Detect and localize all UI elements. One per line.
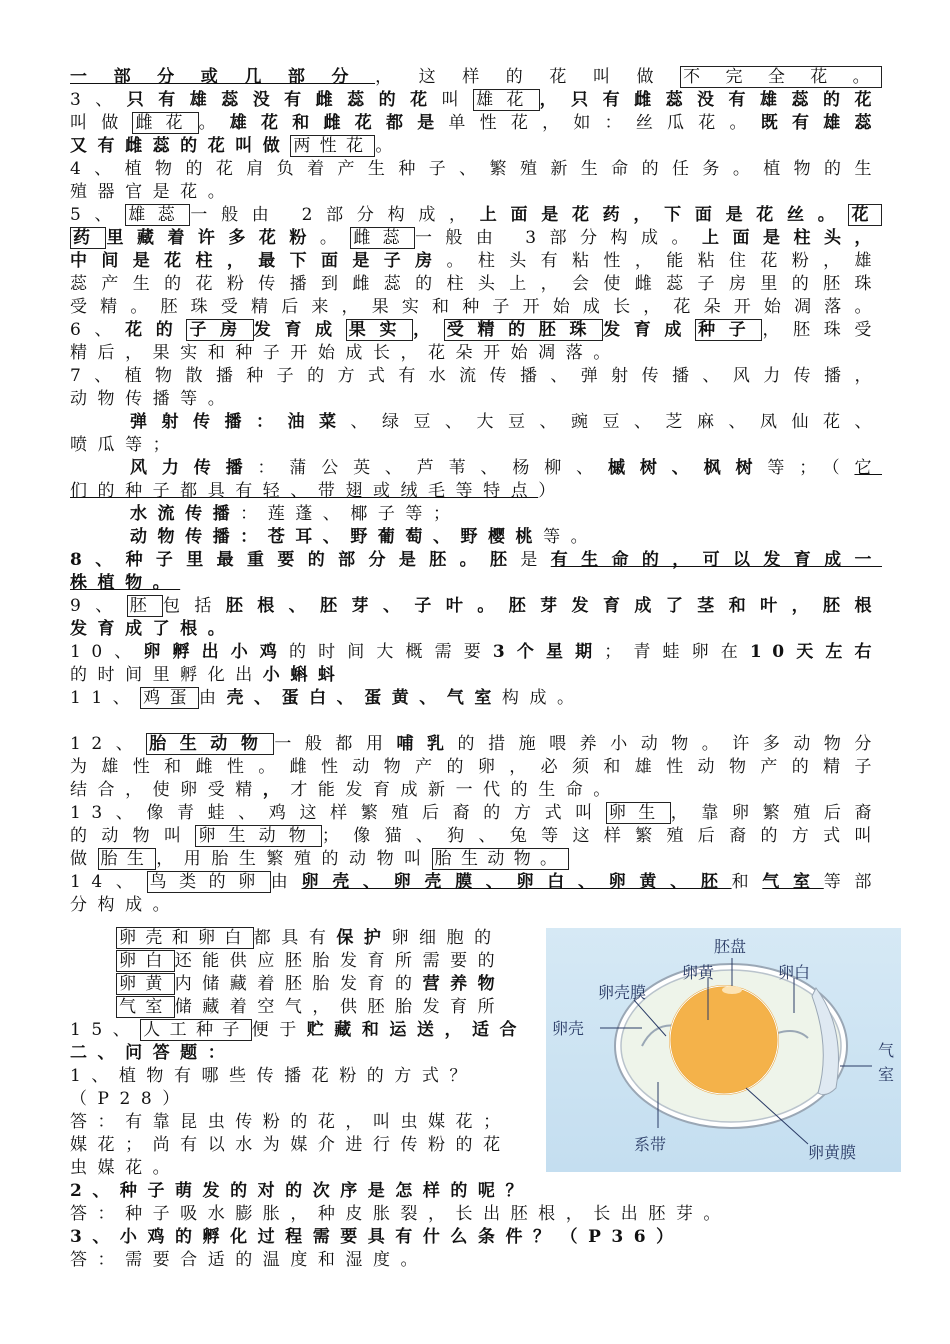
answer-box: 胎生: [98, 848, 157, 870]
line-6: 殖器官是花。: [70, 182, 236, 202]
line-40: 气室 储藏着空气，供胚胎发育所: [116, 996, 586, 1019]
answer-box: 雌花: [132, 112, 198, 134]
line-25: 发育成了根。: [70, 619, 236, 639]
line-3: 叫做 雌花 。雄花和雌花都是单性花，如：丝瓜花。既有雄蕊: [70, 113, 882, 133]
label-albumen: 卵白: [778, 963, 811, 982]
line-28: 11、 鸡蛋 由壳、蛋白、蛋黄、气室构成。: [70, 688, 585, 708]
answer-box: 气室: [116, 996, 175, 1018]
answer-box: 胚: [127, 595, 163, 617]
answer-box: 雌蕊: [350, 227, 415, 249]
line-4: 又有雌蕊的花叫做 两性花 。: [70, 136, 403, 156]
line-44: （P28）: [70, 1089, 190, 1109]
label-air-cell-1: 气: [878, 1041, 895, 1060]
line-30: 为雄性和雌性。雌性动物产的卵，必须和雄性动物产的精子: [70, 757, 882, 777]
answer-box: 果实: [346, 319, 413, 341]
line-17: 喷瓜等；: [70, 435, 181, 455]
line-14: 7、植物散播种子的方式有水流传播、弹射传播、风力传播，: [70, 366, 882, 386]
line-2: 3、只有雄蕊没有雌蕊的花叫 雄花 ，只有雌蕊没有雄蕊的花: [70, 90, 882, 110]
line-21: 动物传播：苍耳、野葡萄、野樱桃等。: [130, 527, 599, 547]
answer-box: 胎生动物: [146, 733, 274, 755]
embryo-disc: [722, 986, 742, 994]
label-yolk: 卵黄: [682, 963, 715, 982]
label-yolk-membrane: 卵黄膜: [808, 1143, 857, 1162]
line-41: 15、 人工种子 便于贮藏和运送，适合: [70, 1020, 528, 1040]
line-39: 卵黄 内储藏着胚胎发育的营养物: [116, 973, 586, 996]
answer-box: 两性花: [290, 135, 375, 157]
line-16: 弹射传播：油菜、绿豆、大豆、豌豆、芝麻、凤仙花、: [130, 412, 882, 432]
answer-box: 鸟类的卵: [147, 871, 271, 893]
line-45: 答：有靠昆虫传粉的花，叫虫媒花；: [70, 1112, 511, 1132]
line-38: 卵白 还能供应胚胎发育所需要的: [116, 950, 586, 973]
label-shell: 卵壳: [552, 1019, 585, 1038]
line-1: 一部分或几部分，这样的花叫做 不完全花。: [70, 66, 882, 89]
answer-box: 人工种子: [140, 1019, 251, 1041]
answer-box: 卵壳和卵白: [116, 927, 254, 949]
label-chalaza: 系带: [634, 1135, 667, 1154]
answer-box: 花: [848, 204, 882, 226]
line-43: 1、植物有哪些传播花粉的方式？: [70, 1066, 477, 1086]
line-35: 14、 鸟类的卵 由卵壳、卵壳膜、卵白、卵黄、胚和气室等部: [70, 872, 882, 892]
line-27: 的时间里孵化出小蝌蚪: [70, 665, 346, 685]
line-32: 13、像青蛙、鸡这样繁殖后裔的方式叫 卵生 ，靠卵繁殖后裔: [70, 803, 882, 823]
answer-box: 雄花: [473, 89, 540, 111]
line-34: 做 胎生 ，用胎生繁殖的动物叫 胎生动物。: [70, 848, 882, 871]
answer-box: 子房: [186, 319, 253, 341]
line-19: 们的种子都具有轻、带翅或绒毛等特点）: [70, 481, 566, 501]
answer-box: 不完全花。: [680, 66, 882, 88]
answer-box: 胎生动物。: [432, 848, 570, 870]
yolk: [670, 986, 778, 1094]
line-42: 二、问答题：: [70, 1043, 236, 1063]
label-shell-membrane: 卵壳膜: [598, 983, 647, 1002]
answer-box: 卵黄: [116, 973, 175, 995]
answer-box: 卵白: [116, 950, 175, 972]
line-12: 6、花的 子房 发育成 果实 ， 受精的胚珠 发育成 种子 ，胚珠受: [70, 320, 882, 340]
line-11: 受精。胚珠受精后来，果实和种子开始成长，花朵开始凋落。: [70, 297, 882, 317]
line-31: 结合，使卵受精，才能发育成新一代的生命。: [70, 780, 621, 800]
line-29: 12、 胎生动物 一般都用哺乳的措施喂养小动物。许多动物分: [70, 734, 882, 754]
line-49: 答：种子吸水膨胀，种皮胀裂，长出胚根，长出胚芽。: [70, 1204, 731, 1224]
line-33: 的动物叫 卵生动物 ；像猫、狗、兔等这样繁殖后裔的方式叫: [70, 826, 882, 846]
line-46: 媒花；尚有以水为媒介进行传粉的花: [70, 1135, 511, 1155]
label-embryo-disc: 胚盘: [714, 937, 747, 956]
line-13: 精后，果实和种子开始成长，花朵开始凋落。: [70, 343, 621, 363]
line-23: 株植物。: [70, 573, 181, 593]
line-10: 蕊产生的花粉传播到雌蕊的柱头上，会使雌蕊子房里的胚珠: [70, 274, 882, 294]
label-air-cell-2: 室: [878, 1065, 895, 1084]
line-48: 2、种子萌发的对的次序是怎样的呢？: [70, 1181, 534, 1201]
answer-box: 卵生: [606, 802, 671, 824]
line-18: 风力传播：蒲公英、芦苇、杨柳、槭树、枫树等；（它: [130, 458, 882, 478]
egg-diagram-svg: [546, 928, 901, 1172]
line-47: 虫媒花。: [70, 1158, 181, 1178]
line-15: 动物传播等。: [70, 389, 236, 409]
line-26: 10、卵孵出小鸡的时间大概需要3个星期；青蛙卵在10天左右: [70, 642, 882, 662]
answer-box: 药: [70, 227, 106, 249]
line-8: 药 里藏着许多花粉。 雌蕊 一般由 3部分构成。上面是柱头，: [70, 227, 882, 250]
line-20: 水流传播：莲蓬、椰子等；: [130, 504, 461, 524]
line-37: 卵壳和卵白 都具有保护卵细胞的: [116, 927, 586, 950]
line-22: 8、种子里最重要的部分是胚。胚是有生命的，可以发育成一: [70, 550, 882, 570]
answer-box: 种子: [695, 319, 762, 341]
answer-box: 卵生动物: [195, 825, 322, 847]
line-36: 分构成。: [70, 895, 181, 915]
line-50: 3、小鸡的孵化过程需要具有什么条件？（P36）: [70, 1227, 684, 1247]
line-51: 答：需要合适的温度和湿度。: [70, 1250, 429, 1270]
line-7: 5、 雄蕊 一般由 2部分构成，上面是花药，下面是花丝。 花: [70, 204, 882, 227]
line-9: 中间是花柱，最下面是子房。柱头有粘性，能粘住花粉，雄: [70, 251, 882, 271]
egg-diagram: [546, 928, 901, 1172]
answer-box: 鸡蛋: [140, 687, 199, 709]
answer-box: 雄蕊: [125, 204, 190, 226]
answer-box: 受精的胚珠: [444, 319, 603, 341]
line-5: 4、植物的花肩负着产生种子、繁殖新生命的任务。植物的生: [70, 159, 882, 179]
line-24: 9、 胚 包括胚根、胚芽、子叶。胚芽发育成了茎和叶，胚根: [70, 596, 882, 616]
